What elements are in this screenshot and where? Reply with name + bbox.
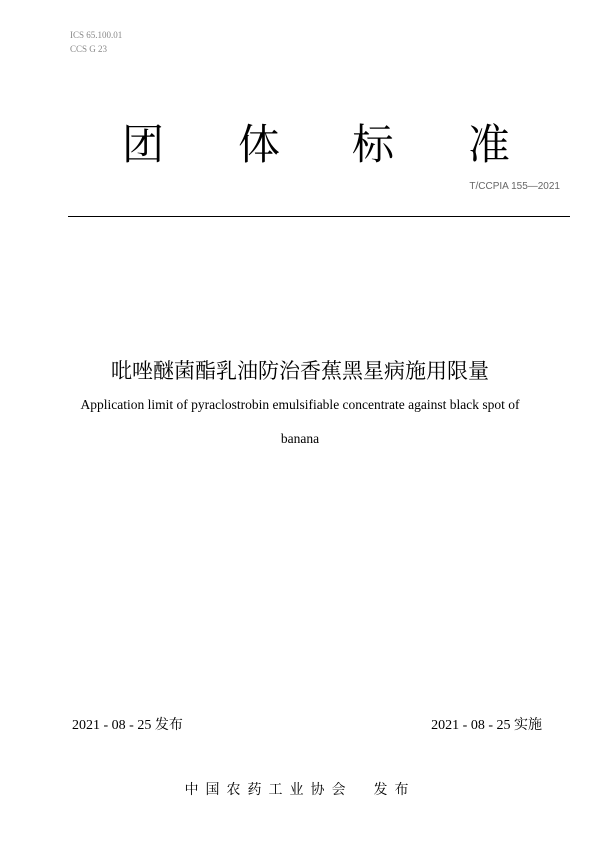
release-date: 2021 - 08 - 25 发布 [72, 718, 183, 733]
header-char: 准 [468, 120, 511, 169]
header-char: 体 [238, 120, 281, 169]
header-divider [68, 216, 570, 217]
ccs-code: CCS G 23 [70, 44, 108, 54]
issuer: 中国农药工业协会 发布 [184, 782, 416, 798]
title-english-line1: Application limit of pyraclostrobin emulsifiable concentrate against black spot of [80, 397, 520, 412]
title-english-line2: banana [280, 431, 320, 446]
title-chinese: 吡唑醚菌酯乳油防治香蕉黑星病施用限量 [111, 359, 489, 383]
standard-number: T/CCPIA 155—2021 [469, 181, 560, 192]
classification-codes [70, 28, 122, 56]
ics-code: ICS 65.100.01 [70, 30, 123, 40]
header-char: 团 [122, 120, 165, 169]
effective-date: 2021 - 08 - 25 实施 [431, 718, 542, 733]
header-char: 标 [352, 120, 395, 169]
